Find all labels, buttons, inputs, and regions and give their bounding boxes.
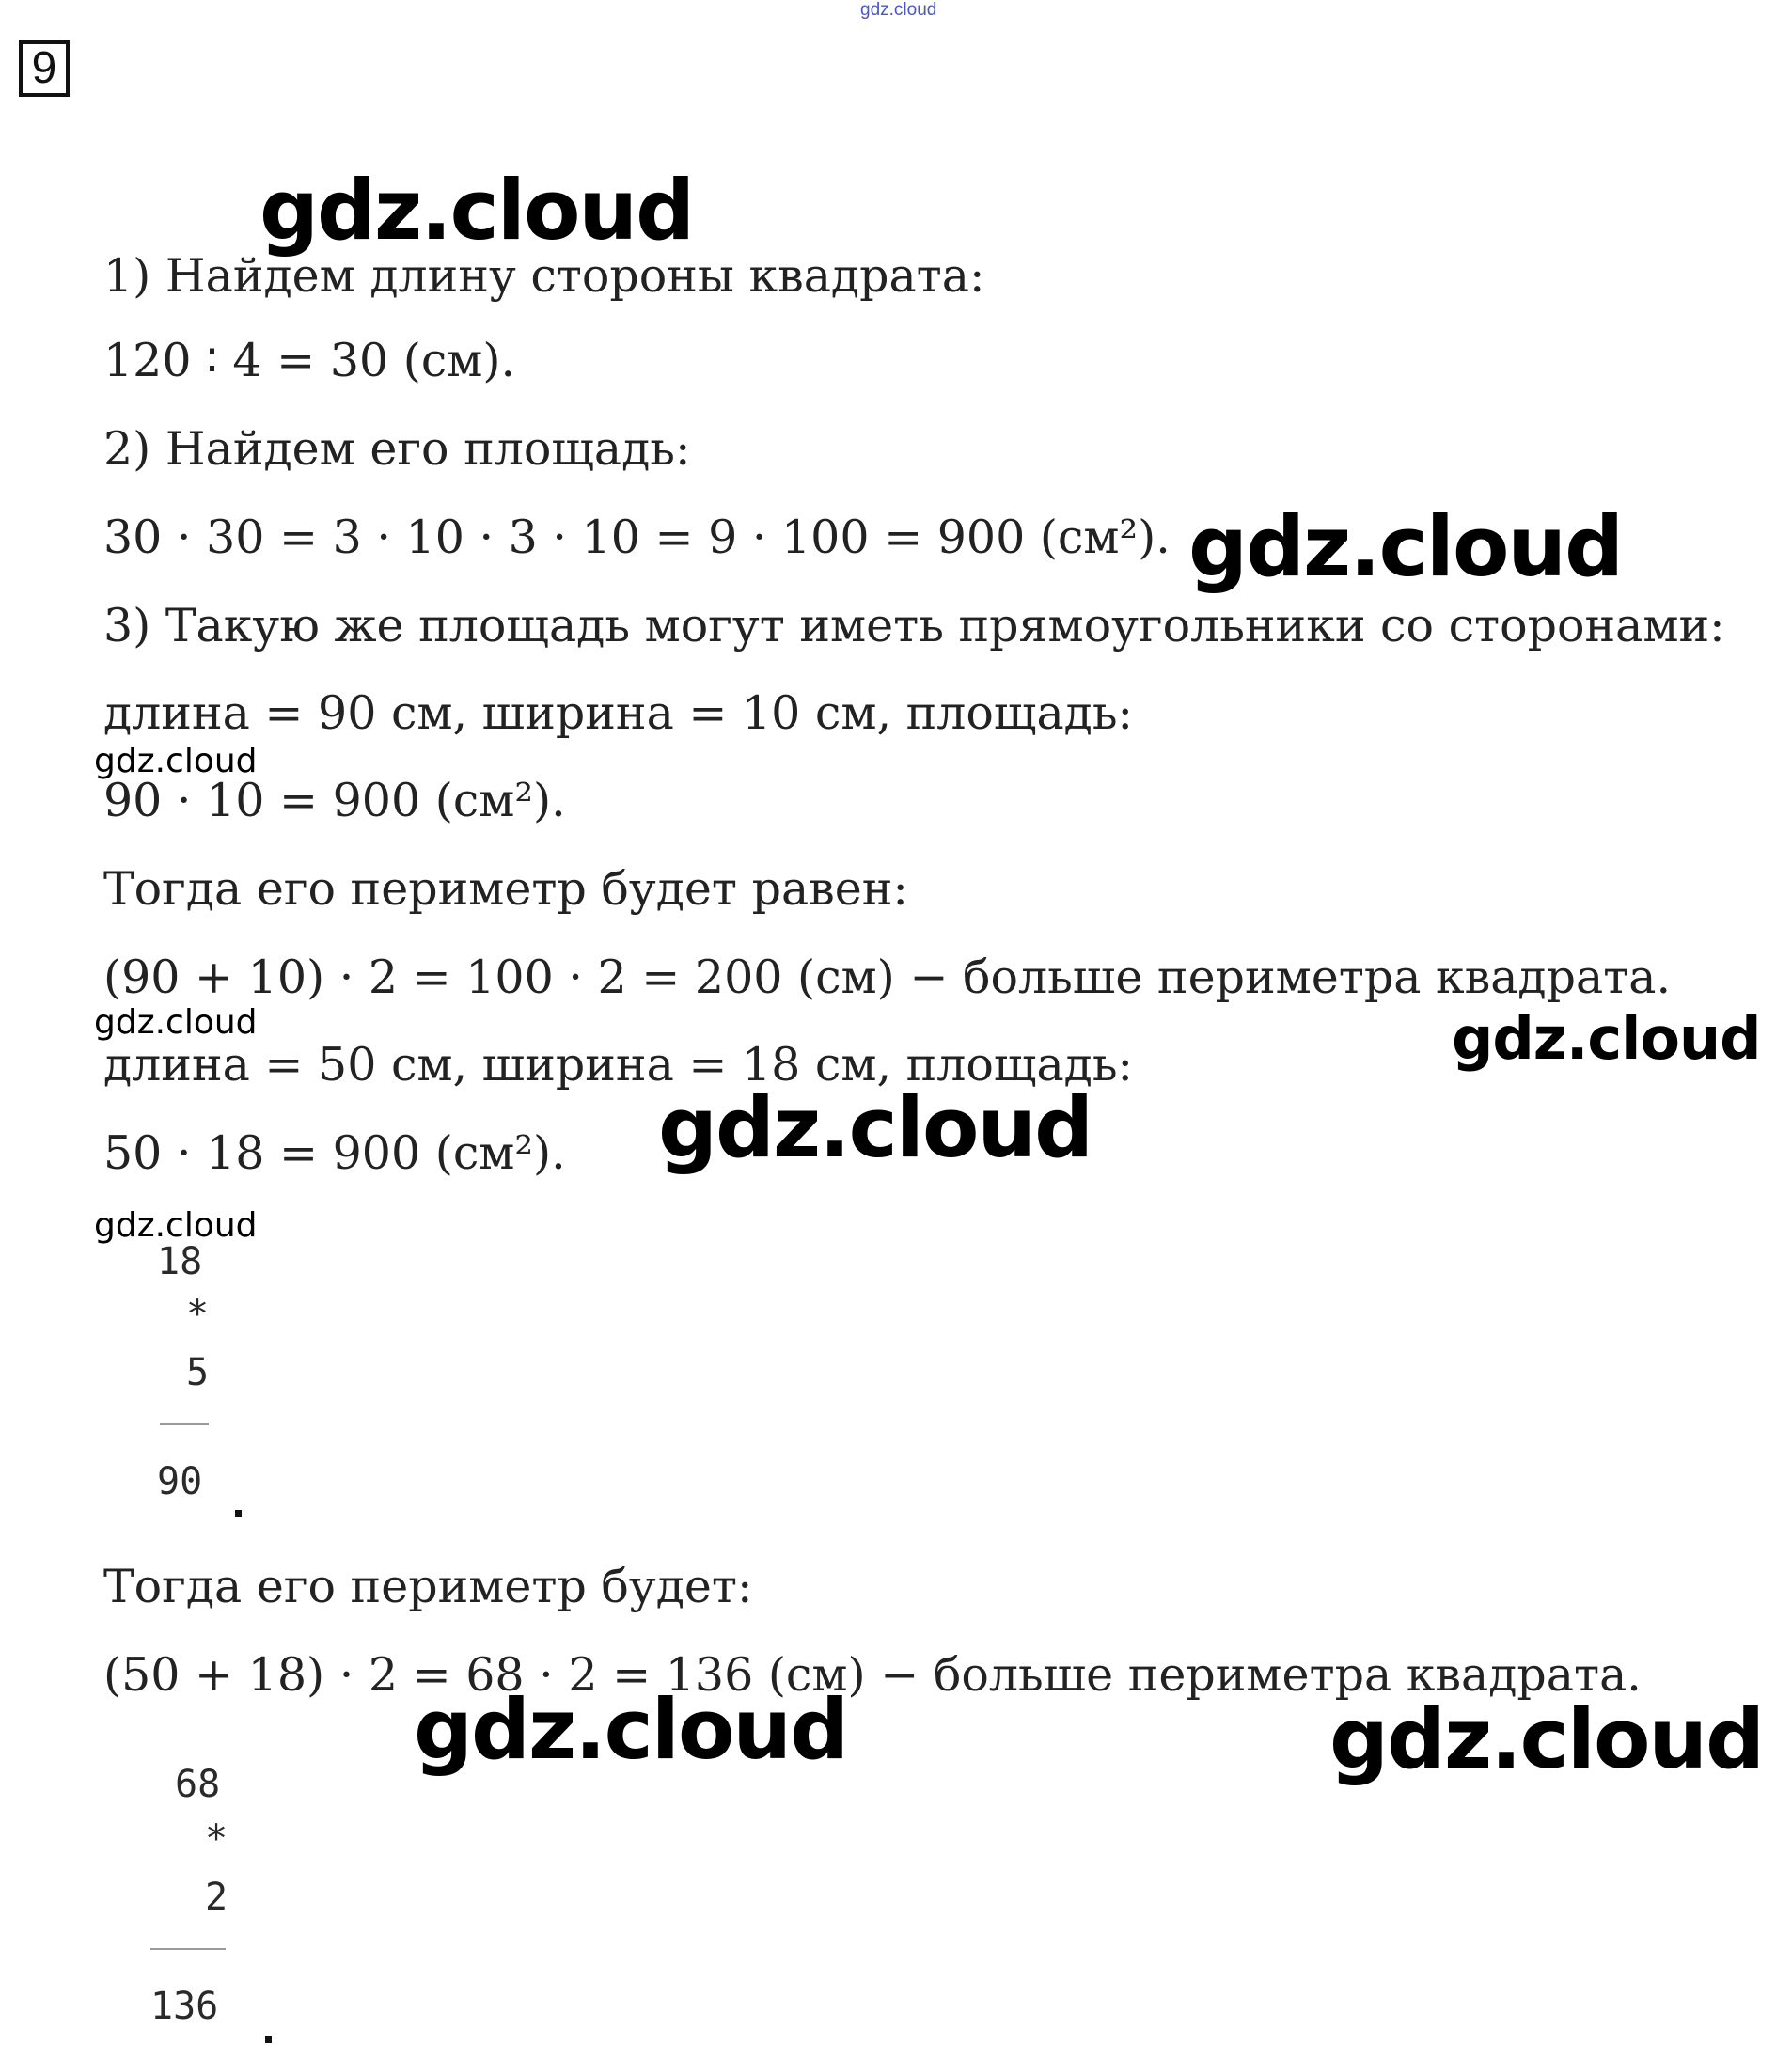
watermark: gdz.cloud (658, 1079, 1092, 1176)
rect-2-perimeter: (50 + 18) · 2 = 68 · 2 = 136 (см) − больше периметра квадрата. (103, 1648, 1642, 1702)
step-2-heading: 2) Найдем его площадь: (103, 422, 691, 476)
task-number: 9 (19, 40, 70, 97)
calc2-multiplicand: 68 (175, 1763, 221, 1806)
calc2-result: 136 (150, 1985, 219, 2028)
rect-1-perimeter-heading: Тогда его периметр будет равен: (103, 862, 908, 916)
rect-2-dimensions: длина = 50 см, ширина = 18 см, площадь: (103, 1038, 1134, 1092)
calc1-period (235, 1510, 242, 1517)
calc1-multiplier: 5 (186, 1351, 210, 1394)
watermark: gdz.cloud (414, 1681, 848, 1778)
calc2-underline (150, 1948, 226, 1950)
rect-2-area: 50 · 18 = 900 (см²). (103, 1126, 566, 1180)
step-2-calculation: 30 · 30 = 3 · 10 · 3 · 10 = 9 · 100 = 900 (см²). (103, 511, 1171, 564)
calc2-operator: * (205, 1817, 228, 1861)
watermark: gdz.cloud (1452, 1004, 1761, 1073)
watermark: gdz.cloud (94, 1003, 258, 1042)
rect-1-dimensions: длина = 90 см, ширина = 10 см, площадь: (103, 686, 1134, 740)
watermark: gdz.cloud (259, 162, 694, 259)
watermark: gdz.cloud (94, 1206, 258, 1245)
top-watermark: gdz.cloud (860, 0, 937, 20)
calc1-result: 90 (157, 1460, 203, 1503)
calc2-period (265, 2036, 272, 2043)
step-1-calculation: 120 ∶ 4 = 30 (см). (103, 334, 516, 387)
watermark: gdz.cloud (1329, 1690, 1764, 1787)
calc1-multiplicand: 18 (157, 1240, 203, 1283)
calc1-operator: * (186, 1293, 210, 1336)
watermark: gdz.cloud (1188, 498, 1623, 595)
calc1-underline (160, 1423, 209, 1425)
calc2-multiplier: 2 (205, 1876, 228, 1919)
watermark: gdz.cloud (94, 742, 258, 780)
step-3-heading: 3) Такую же площадь могут иметь прямоугольники со сторонами: (103, 599, 1725, 652)
rect-1-area: 90 · 10 = 900 (см²). (103, 774, 566, 827)
rect-2-perimeter-heading: Тогда его периметр будет: (103, 1560, 753, 1613)
rect-1-perimeter: (90 + 10) · 2 = 100 · 2 = 200 (см) − больше периметра квадрата. (103, 951, 1672, 1004)
step-1-heading: 1) Найдем длину стороны квадрата: (103, 249, 985, 303)
